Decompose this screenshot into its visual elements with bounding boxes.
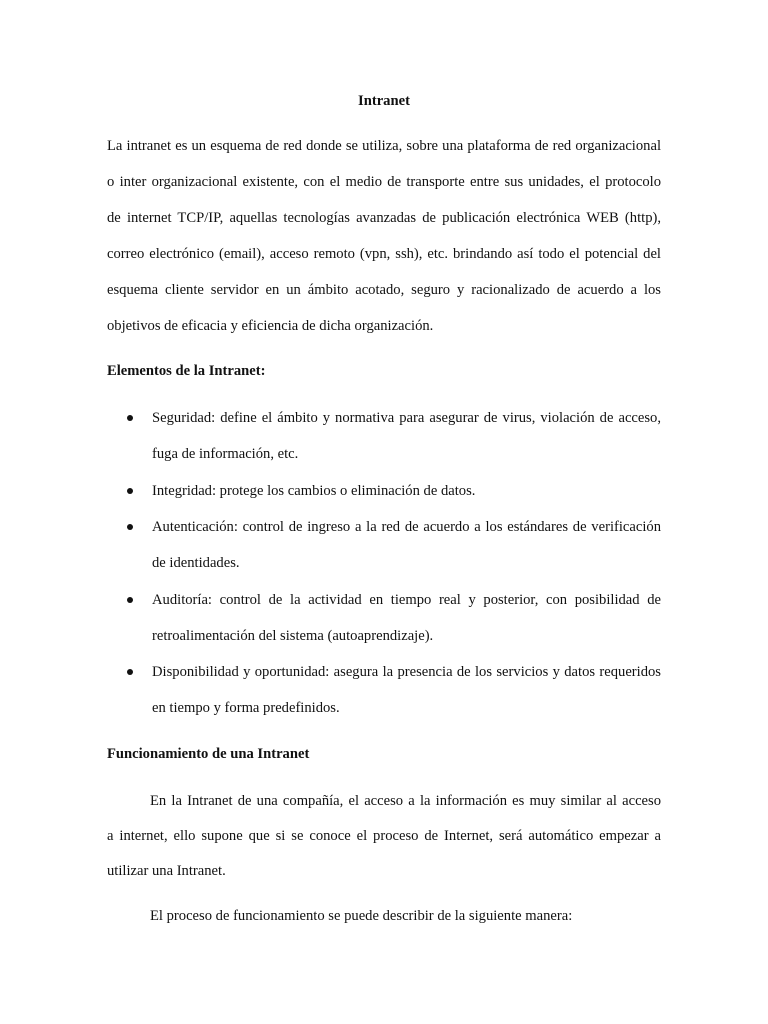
bullet-icon: [127, 488, 133, 494]
section-heading-elements: Elementos de la Intranet:: [107, 363, 266, 379]
intro-line: correo electrónico (email), acceso remoto (vpn, ssh), etc. brindando así todo el potencial del: [107, 246, 661, 262]
list-item-line: Disponibilidad y oportunidad: asegura la presencia de los servicios y datos requeridos: [152, 664, 661, 680]
bullet-icon: [127, 597, 133, 603]
list-item-line: fuga de información, etc.: [152, 446, 299, 462]
functioning-line: En la Intranet de una compañía, el acceso a la información es muy similar al acceso: [150, 793, 661, 809]
intro-line: objetivos de eficacia y eficiencia de dicha organización.: [107, 318, 434, 334]
list-item-line: en tiempo y forma predefinidos.: [152, 700, 340, 716]
bullet-icon: [127, 669, 133, 675]
functioning-line: a internet, ello supone que si se conoce el proceso de Internet, será automático empezar a: [107, 828, 661, 844]
bullet-icon: [127, 524, 133, 530]
intro-line: de internet TCP/IP, aquellas tecnologías avanzadas de publicación electrónica WEB (http),: [107, 210, 661, 226]
list-item-line: retroalimentación del sistema (autoaprendizaje).: [152, 628, 434, 644]
list-item-line: de identidades.: [152, 555, 240, 571]
intro-line: o inter organizacional existente, con el medio de transporte entre sus unidades, el protocolo: [107, 174, 661, 190]
list-item-line: Auditoría: control de la actividad en tiempo real y posterior, con posibilidad de: [152, 592, 661, 608]
list-item-line: Autenticación: control de ingreso a la red de acuerdo a los estándares de verificación: [152, 519, 661, 535]
section-heading-functioning: Funcionamiento de una Intranet: [107, 746, 310, 762]
page-title: Intranet: [358, 93, 410, 109]
intro-line: esquema cliente servidor en un ámbito acotado, seguro y racionalizado de acuerdo a los: [107, 282, 661, 298]
list-item-line: Seguridad: define el ámbito y normativa para asegurar de virus, violación de acceso,: [152, 410, 661, 426]
list-item-line: Integridad: protege los cambios o eliminación de datos.: [152, 483, 476, 499]
functioning-line: utilizar una Intranet.: [107, 863, 226, 879]
bullet-icon: [127, 415, 133, 421]
intro-line: La intranet es un esquema de red donde se utiliza, sobre una plataforma de red organizacional: [107, 138, 661, 154]
process-line: El proceso de funcionamiento se puede describir de la siguiente manera:: [150, 908, 573, 924]
